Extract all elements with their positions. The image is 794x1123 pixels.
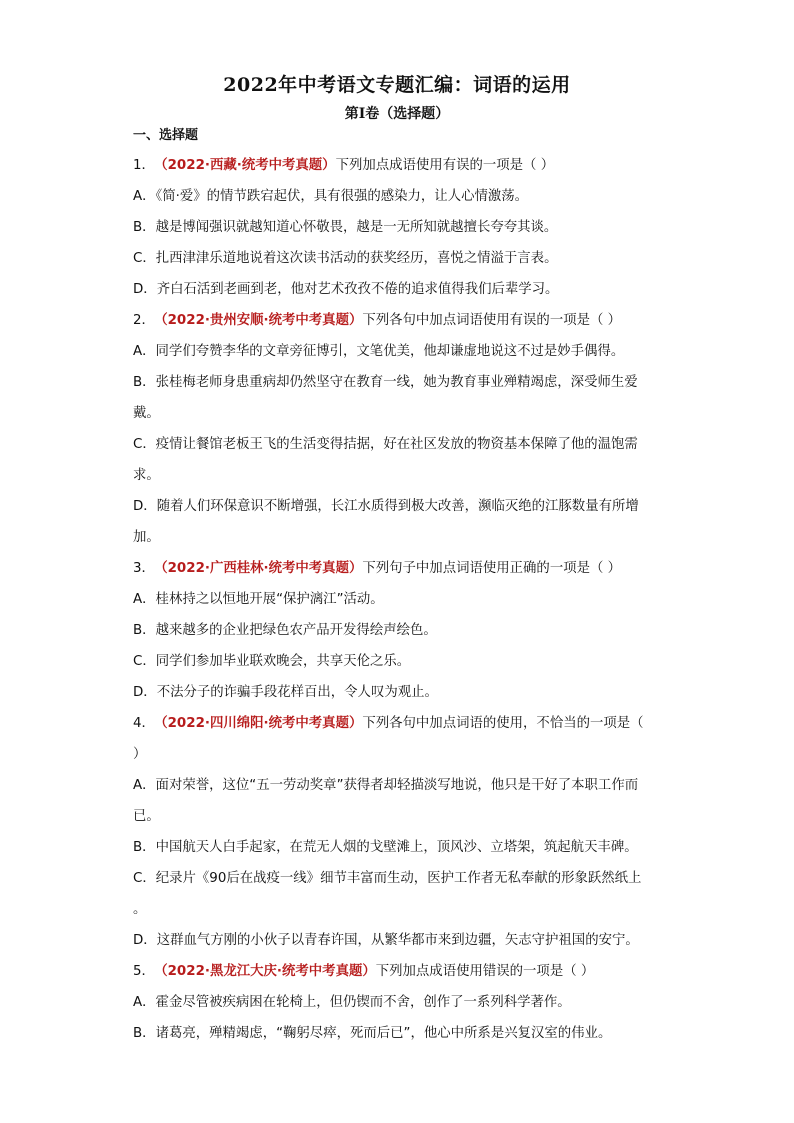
answer-option: A．霍金尽管被疾病困在轮椅上，但仍锲而不舍，创作了一系列科学著作。 [133, 995, 571, 1010]
question-stem [133, 708, 663, 739]
question-text-continued: ） [133, 747, 147, 762]
question-number: 4． [133, 716, 155, 731]
answer-option: C．扎西津津乐道地说着这次读书活动的获奖经历，喜悦之情溢于言表。 [133, 251, 558, 266]
question-text: 下列加点成语使用有误的一项是（ ） [335, 158, 555, 173]
answer-option-continued: 求。 [133, 468, 160, 483]
question-number: 2． [133, 313, 155, 328]
answer-option: A．同学们夸赞李华的文章旁征博引，文笔优美，他却谦虚地说这不过是妙手偶得。 [133, 344, 625, 359]
question-stem [133, 150, 663, 181]
question-stem [133, 956, 663, 987]
answer-option: D．齐白石活到老画到老，他对艺术孜孜不倦的追求值得我们后辈学习。 [133, 282, 559, 297]
question-source: （2022·广西桂林·统考中考真题） [160, 561, 363, 576]
answer-option: A．桂林持之以恒地开展“保护漓江”活动。 [133, 592, 384, 607]
answer-option: B．越是博闻强识就越知道心怀敬畏，越是一无所知就越擅长夸夸其谈。 [133, 220, 558, 235]
question-source: （2022·黑龙江大庆·统考中考真题） [160, 964, 376, 979]
question-text: 下列句子中加点词语使用正确的一项是（ ） [362, 561, 622, 576]
answer-option: B．张桂梅老师身患重病却仍然坚守在教育一线，她为教育事业殚精竭虑，深受师生爱 [133, 375, 638, 390]
question-text: 下列各句中加点词语使用有误的一项是（ ） [362, 313, 622, 328]
question-list [133, 150, 663, 1049]
question-stem [133, 305, 663, 336]
answer-option: B．诸葛亮，殚精竭虑，“鞠躬尽瘁，死而后已”，他心中所系是兴复汉室的伟业。 [133, 1026, 612, 1041]
answer-option: D．随着人们环保意识不断增强，长江水质得到极大改善，濒临灭绝的江豚数量有所增 [133, 499, 639, 514]
question-number: 3． [133, 561, 155, 576]
answer-option-continued: 加。 [133, 530, 160, 545]
question-number: 1． [133, 158, 155, 173]
page-title: 2022年中考语文专题汇编：词语的运用 [223, 74, 571, 96]
answer-option: A．《简·爱》的情节跌宕起伏，具有很强的感染力，让人心情激荡。 [133, 189, 529, 204]
question-text: 下列各句中加点词语的使用，不恰当的一项是（ [362, 716, 644, 731]
question-source: （2022·西藏·统考中考真题） [160, 158, 336, 173]
answer-option-continued: 已。 [133, 809, 160, 824]
answer-option: C．同学们参加毕业联欢晚会，共享天伦之乐。 [133, 654, 411, 669]
question-stem [133, 553, 663, 584]
page-subtitle: 第Ⅰ卷（选择题） [344, 106, 450, 122]
question-source: （2022·四川绵阳·统考中考真题） [160, 716, 363, 731]
answer-option: C．疫情让餐馆老板王飞的生活变得拮据，好在社区发放的物资基本保障了他的温饱需 [133, 437, 638, 452]
question-source: （2022·贵州安顺·统考中考真题） [160, 313, 363, 328]
answer-option-continued: 戴。 [133, 406, 160, 421]
answer-option: D．不法分子的诈骗手段花样百出，令人叹为观止。 [133, 685, 438, 700]
answer-option: A．面对荣誉，这位“五一劳动奖章”获得者却轻描淡写地说，他只是干好了本职工作而 [133, 778, 639, 793]
answer-option: C．纪录片《90后在战疫一线》细节丰富而生动，医护工作者无私奉献的形象跃然纸上 [133, 871, 642, 886]
answer-option: D．这群血气方刚的小伙子以青春许国，从繁华都市来到边疆，矢志守护祖国的安宁。 [133, 933, 639, 948]
section-heading: 一、选择题 [133, 128, 199, 143]
answer-option: B．越来越多的企业把绿色农产品开发得绘声绘色。 [133, 623, 437, 638]
question-number: 5． [133, 964, 155, 979]
answer-option: B．中国航天人白手起家，在荒无人烟的戈壁滩上，顶风沙、立塔架，筑起航天丰碑。 [133, 840, 638, 855]
answer-option-continued: 。 [133, 902, 147, 917]
question-text: 下列加点成语使用错误的一项是（ ） [375, 964, 595, 979]
